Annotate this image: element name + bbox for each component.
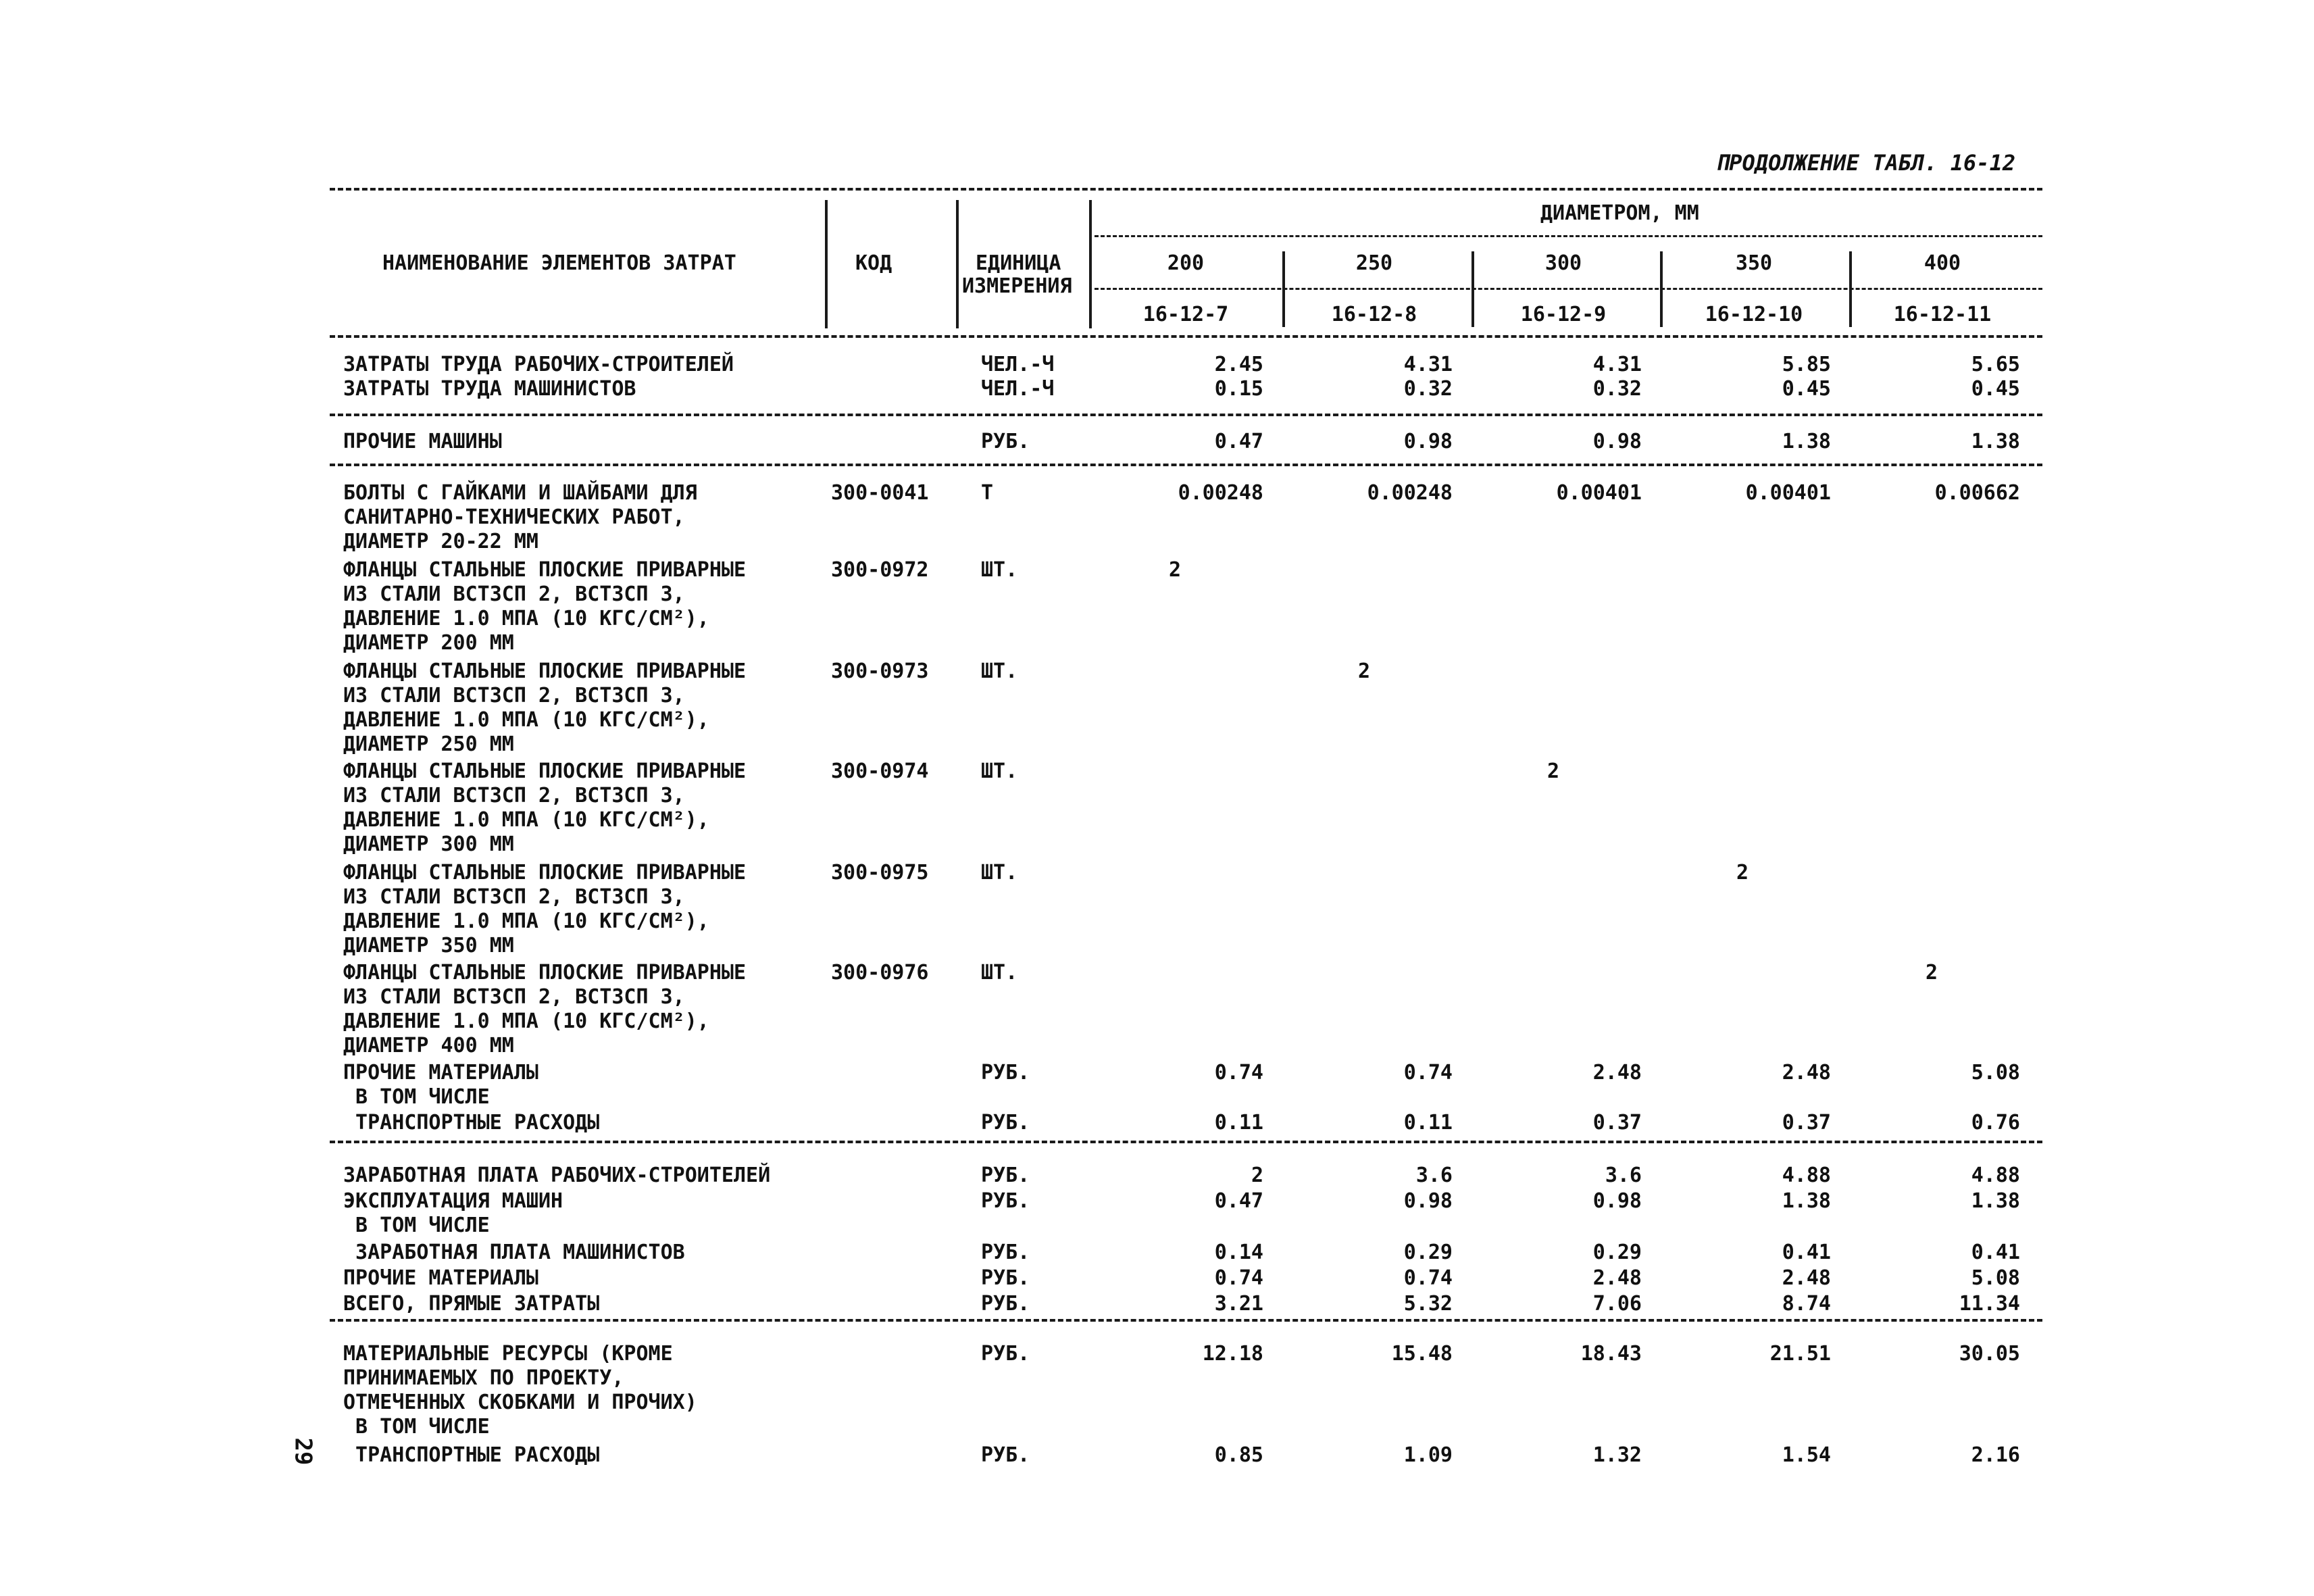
- row-value-16-12-10: 0.45: [1782, 377, 1831, 401]
- row-value-16-12-10: 2.48: [1782, 1266, 1831, 1290]
- row-value-16-12-11: 0.45: [1971, 377, 2020, 401]
- row-name-line: ФЛАНЦЫ СТАЛЬНЫЕ ПЛОСКИЕ ПРИВАРНЫЕ: [343, 759, 747, 783]
- row-name-line: ЗАРАБОТНАЯ ПЛАТА РАБОЧИХ-СТРОИТЕЛЕЙ: [343, 1164, 771, 1187]
- row-value-16-12-9: 0.00401: [1556, 481, 1642, 505]
- header-vline-3: [1089, 200, 1092, 328]
- header-column-separator: [1282, 251, 1285, 327]
- row-value-16-12-10: 1.38: [1782, 1189, 1831, 1213]
- row-value-16-12-9: 2: [1547, 759, 1560, 783]
- row-name-line: ДИАМЕТР 400 ММ: [343, 1034, 514, 1057]
- header-name-cell: НАИМЕНОВАНИЕ ЭЛЕМЕНТОВ ЗАТРАТ: [382, 251, 736, 275]
- section-rule-2: [330, 464, 2042, 466]
- row-value-16-12-9: 0.98: [1592, 1189, 1642, 1213]
- row-name-line: БОЛТЫ С ГАЙКАМИ И ШАЙБАМИ ДЛЯ: [343, 481, 697, 505]
- row-value-16-12-7: 0.74: [1214, 1061, 1263, 1084]
- header-vline-1: [825, 200, 828, 328]
- row-name-line: ДИАМЕТР 200 ММ: [343, 631, 514, 655]
- continuation-label: ПРОДОЛЖЕНИЕ ТАБЛ. 16-12: [1716, 150, 2016, 176]
- row-name-line: ДАВЛЕНИЕ 1.0 МПА (10 КГС/СМ²),: [343, 1009, 709, 1033]
- row-value-16-12-9: 18.43: [1580, 1342, 1642, 1366]
- row-value-16-12-7: 0.47: [1214, 430, 1263, 453]
- row-unit: ЧЕЛ.-Ч: [981, 377, 1055, 401]
- row-value-16-12-11: 2.16: [1971, 1443, 2020, 1467]
- row-name-line: ПРОЧИЕ МАТЕРИАЛЫ: [343, 1061, 538, 1084]
- header-unit-cell-line2: ИЗМЕРЕНИЯ: [962, 274, 1072, 298]
- row-unit: РУБ.: [981, 1061, 1030, 1084]
- row-name-line: МАТЕРИАЛЬНЫЕ РЕСУРСЫ (КРОМЕ: [343, 1342, 673, 1366]
- row-value-16-12-8: 0.74: [1403, 1061, 1453, 1084]
- row-name-line: ЗАТРАТЫ ТРУДА МАШИНИСТОВ: [343, 377, 636, 401]
- row-unit: РУБ.: [981, 1266, 1030, 1290]
- row-value-16-12-10: 2.48: [1782, 1061, 1831, 1084]
- row-value-16-12-10: 1.38: [1782, 430, 1831, 453]
- row-name-line: ПРОЧИЕ МАТЕРИАЛЫ: [343, 1266, 538, 1290]
- row-value-16-12-8: 2: [1358, 659, 1371, 683]
- row-value-16-12-10: 0.41: [1782, 1241, 1831, 1264]
- row-name-line: ДАВЛЕНИЕ 1.0 МПА (10 КГС/СМ²),: [343, 708, 709, 732]
- row-unit: РУБ.: [981, 430, 1030, 453]
- row-name-line: ТРАНСПОРТНЫЕ РАСХОДЫ: [343, 1111, 600, 1134]
- row-value-16-12-10: 4.88: [1782, 1164, 1831, 1187]
- header-bottom-rule: [330, 335, 2042, 338]
- row-value-16-12-10: 2: [1736, 861, 1749, 884]
- row-name-line: САНИТАРНО-ТЕХНИЧЕСКИХ РАБОТ,: [343, 505, 685, 529]
- header-diameter-4: 350: [1735, 251, 1773, 275]
- row-value-16-12-9: 4.31: [1592, 353, 1642, 376]
- row-code: 300-0972: [831, 558, 929, 582]
- row-value-16-12-11: 5.08: [1971, 1266, 2020, 1290]
- header-column-separator: [1660, 251, 1663, 327]
- row-unit: ШТ.: [981, 961, 1018, 984]
- table-top-rule: [330, 188, 2042, 191]
- row-value-16-12-8: 3.6: [1415, 1164, 1453, 1187]
- row-unit: РУБ.: [981, 1164, 1030, 1187]
- row-name-line: ДАВЛЕНИЕ 1.0 МПА (10 КГС/СМ²),: [343, 909, 709, 933]
- header-diameter-cell: ДИАМЕТРОМ, ММ: [1540, 201, 1699, 225]
- section-rule-1: [330, 414, 2042, 416]
- row-value-16-12-7: 0.00248: [1178, 481, 1263, 505]
- row-value-16-12-11: 4.88: [1971, 1164, 2020, 1187]
- row-value-16-12-9: 0.29: [1592, 1241, 1642, 1264]
- row-value-16-12-11: 0.76: [1971, 1111, 2020, 1134]
- row-value-16-12-7: 0.15: [1214, 377, 1263, 401]
- row-value-16-12-10: 0.37: [1782, 1111, 1831, 1134]
- row-value-16-12-11: 11.34: [1959, 1292, 2020, 1316]
- header-column-separator: [1849, 251, 1852, 327]
- row-name-line: ФЛАНЦЫ СТАЛЬНЫЕ ПЛОСКИЕ ПРИВАРНЫЕ: [343, 861, 747, 884]
- header-mid-rule: [1095, 235, 2042, 237]
- row-value-16-12-10: 0.00401: [1745, 481, 1831, 505]
- row-value-16-12-8: 0.29: [1403, 1241, 1453, 1264]
- row-value-16-12-9: 2.48: [1592, 1061, 1642, 1084]
- row-name-line: ДИАМЕТР 350 ММ: [343, 934, 514, 957]
- row-unit: ШТ.: [981, 558, 1018, 582]
- row-code: 300-0973: [831, 659, 929, 683]
- row-unit: ШТ.: [981, 659, 1018, 683]
- row-value-16-12-9: 2.48: [1592, 1266, 1642, 1290]
- row-name-line: ЗАРАБОТНАЯ ПЛАТА МАШИНИСТОВ: [343, 1241, 685, 1264]
- row-name-line: ДИАМЕТР 300 ММ: [343, 832, 514, 856]
- row-value-16-12-9: 0.98: [1592, 430, 1642, 453]
- row-name-line: ОТМЕЧЕННЫХ СКОБКАМИ И ПРОЧИХ): [343, 1391, 697, 1414]
- row-unit: РУБ.: [981, 1342, 1030, 1366]
- header-mid-rule-2: [1095, 288, 2042, 290]
- row-name-line: ДИАМЕТР 20-22 ММ: [343, 530, 538, 553]
- row-name-line: ДАВЛЕНИЕ 1.0 МПА (10 КГС/СМ²),: [343, 607, 709, 630]
- row-unit: РУБ.: [981, 1189, 1030, 1213]
- row-value-16-12-11: 5.65: [1971, 353, 2020, 376]
- header-diameter-5: 400: [1923, 251, 1961, 275]
- row-value-16-12-8: 5.32: [1403, 1292, 1453, 1316]
- header-code-cell: КОД: [855, 251, 892, 275]
- header-vline-2: [956, 200, 959, 328]
- row-value-16-12-8: 0.11: [1403, 1111, 1453, 1134]
- row-value-16-12-8: 4.31: [1403, 353, 1453, 376]
- row-unit: РУБ.: [981, 1292, 1030, 1316]
- row-name-line: ДАВЛЕНИЕ 1.0 МПА (10 КГС/СМ²),: [343, 808, 709, 832]
- row-value-16-12-8: 15.48: [1391, 1342, 1453, 1366]
- header-diameter-2: 250: [1355, 251, 1393, 275]
- row-name-line: ПРИНИМАЕМЫХ ПО ПРОЕКТУ,: [343, 1366, 624, 1390]
- header-column-separator: [1472, 251, 1474, 327]
- row-name-line: ИЗ СТАЛИ ВСТ3СП 2, ВСТ3СП 3,: [343, 784, 685, 807]
- row-value-16-12-7: 12.18: [1202, 1342, 1263, 1366]
- section-rule-3: [330, 1141, 2042, 1143]
- row-value-16-12-10: 5.85: [1782, 353, 1831, 376]
- row-name-line: ДИАМЕТР 250 ММ: [343, 732, 514, 756]
- row-unit: РУБ.: [981, 1241, 1030, 1264]
- row-name-line: ИЗ СТАЛИ ВСТ3СП 2, ВСТ3СП 3,: [343, 684, 685, 707]
- row-code: 300-0975: [831, 861, 929, 884]
- row-value-16-12-8: 0.00248: [1367, 481, 1453, 505]
- row-name-line: В ТОМ ЧИСЛЕ: [343, 1085, 490, 1109]
- row-name-line: ЭКСПЛУАТАЦИЯ МАШИН: [343, 1189, 563, 1213]
- row-unit: ЧЕЛ.-Ч: [981, 353, 1055, 376]
- row-name-line: ФЛАНЦЫ СТАЛЬНЫЕ ПЛОСКИЕ ПРИВАРНЫЕ: [343, 558, 747, 582]
- row-value-16-12-7: 2: [1169, 558, 1182, 582]
- row-name-line: ФЛАНЦЫ СТАЛЬНЫЕ ПЛОСКИЕ ПРИВАРНЫЕ: [343, 659, 747, 683]
- row-value-16-12-11: 1.38: [1971, 430, 2020, 453]
- row-name-line: ПРОЧИЕ МАШИНЫ: [343, 430, 502, 453]
- row-value-16-12-8: 0.74: [1403, 1266, 1453, 1290]
- header-unit-cell-line1: ЕДИНИЦА: [976, 251, 1061, 275]
- header-code-5: 16-12-11: [1893, 303, 1992, 326]
- row-code: 300-0976: [831, 961, 929, 984]
- row-value-16-12-10: 1.54: [1782, 1443, 1831, 1467]
- header-code-1: 16-12-7: [1142, 303, 1229, 326]
- row-value-16-12-9: 3.6: [1605, 1164, 1642, 1187]
- row-value-16-12-7: 0.47: [1214, 1189, 1263, 1213]
- row-name-line: В ТОМ ЧИСЛЕ: [343, 1415, 490, 1439]
- row-name-line: ВСЕГО, ПРЯМЫЕ ЗАТРАТЫ: [343, 1292, 600, 1316]
- row-value-16-12-11: 5.08: [1971, 1061, 2020, 1084]
- row-code: 300-0974: [831, 759, 929, 783]
- row-value-16-12-7: 0.74: [1214, 1266, 1263, 1290]
- header-code-2: 16-12-8: [1331, 303, 1417, 326]
- row-value-16-12-9: 0.32: [1592, 377, 1642, 401]
- header-code-3: 16-12-9: [1520, 303, 1607, 326]
- row-value-16-12-11: 1.38: [1971, 1189, 2020, 1213]
- row-value-16-12-11: 2: [1926, 961, 1938, 984]
- row-unit: Т: [981, 481, 994, 505]
- row-unit: ШТ.: [981, 861, 1018, 884]
- header-diameter-3: 300: [1544, 251, 1582, 275]
- page-number: 29: [289, 1437, 317, 1466]
- header-diameter-1: 200: [1167, 251, 1205, 275]
- row-value-16-12-7: 3.21: [1214, 1292, 1263, 1316]
- row-value-16-12-11: 0.00662: [1934, 481, 2020, 505]
- row-name-line: ИЗ СТАЛИ ВСТ3СП 2, ВСТ3СП 3,: [343, 885, 685, 909]
- row-value-16-12-8: 0.98: [1403, 430, 1453, 453]
- row-name-line: ЗАТРАТЫ ТРУДА РАБОЧИХ-СТРОИТЕЛЕЙ: [343, 353, 734, 376]
- row-code: 300-0041: [831, 481, 929, 505]
- row-value-16-12-11: 0.41: [1971, 1241, 2020, 1264]
- row-value-16-12-7: 2.45: [1214, 353, 1263, 376]
- row-value-16-12-7: 0.11: [1214, 1111, 1263, 1134]
- row-name-line: ТРАНСПОРТНЫЕ РАСХОДЫ: [343, 1443, 600, 1467]
- row-value-16-12-11: 30.05: [1959, 1342, 2020, 1366]
- row-value-16-12-8: 0.32: [1403, 377, 1453, 401]
- row-value-16-12-9: 7.06: [1592, 1292, 1642, 1316]
- row-name-line: ИЗ СТАЛИ ВСТ3СП 2, ВСТ3СП 3,: [343, 985, 685, 1009]
- row-value-16-12-8: 1.09: [1403, 1443, 1453, 1467]
- row-value-16-12-8: 0.98: [1403, 1189, 1453, 1213]
- header-code-4: 16-12-10: [1705, 303, 1803, 326]
- row-value-16-12-7: 2: [1251, 1164, 1263, 1187]
- row-unit: РУБ.: [981, 1443, 1030, 1467]
- row-name-line: ФЛАНЦЫ СТАЛЬНЫЕ ПЛОСКИЕ ПРИВАРНЫЕ: [343, 961, 747, 984]
- row-unit: ШТ.: [981, 759, 1018, 783]
- row-value-16-12-7: 0.85: [1214, 1443, 1263, 1467]
- section-rule-4: [330, 1319, 2042, 1322]
- row-unit: РУБ.: [981, 1111, 1030, 1134]
- row-value-16-12-10: 21.51: [1769, 1342, 1831, 1366]
- row-name-line: В ТОМ ЧИСЛЕ: [343, 1214, 490, 1237]
- row-name-line: ИЗ СТАЛИ ВСТ3СП 2, ВСТ3СП 3,: [343, 582, 685, 606]
- row-value-16-12-9: 0.37: [1592, 1111, 1642, 1134]
- row-value-16-12-9: 1.32: [1592, 1443, 1642, 1467]
- row-value-16-12-10: 8.74: [1782, 1292, 1831, 1316]
- row-value-16-12-7: 0.14: [1214, 1241, 1263, 1264]
